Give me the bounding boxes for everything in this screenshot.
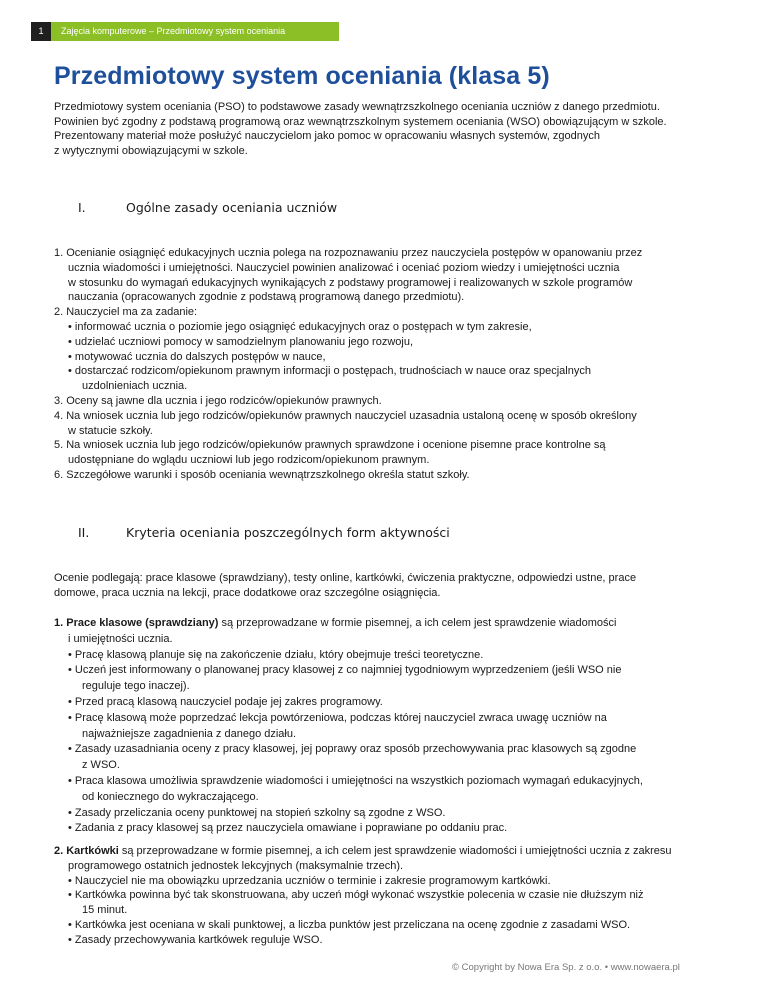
text-line: w statucie szkoły.	[68, 424, 153, 437]
section-2-intro	[54, 571, 744, 601]
section-1-title: Ogólne zasady oceniania uczniów	[126, 200, 338, 215]
text-line: programowego ostatnich jednostek lekcyjnych (maksymalnie trzech).	[68, 859, 404, 872]
text-line: reguluje tego inaczej).	[82, 680, 190, 693]
bullet-item: • Nauczyciel nie ma obowiązku uprzedzania uczniów o terminie i zakresie programowym kartkówki.	[68, 874, 551, 887]
text-line: 3. Oceny są jawne dla ucznia i jego rodziców/opiekunów prawnych.	[54, 394, 382, 407]
item-label: 2. Kartkówki	[54, 845, 119, 857]
bullet-item: • Zasady uzasadniania oceny z pracy klasowej, jej poprawy oraz sposób przechowywania prac klasowych są zgodne	[68, 743, 637, 756]
bullet-item: • Uczeń jest informowany o planowanej pracy klasowej z co najmniej tygodniowym wyprzedzeniem (jeśli WSO nie	[68, 664, 622, 677]
item-prace-klasowe	[54, 616, 744, 837]
copyright-footer: © Copyright by Nowa Era Sp. z o.o. • www.nowaera.pl	[452, 962, 680, 973]
text-line: 5. Na wniosek ucznia lub jego rodziców/opiekunów prawnych sprawdzone i ocenione pisemne prace kontrolne są	[54, 439, 606, 452]
bullet-item: • Zasady przechowywania kartkówek reguluje WSO.	[68, 933, 323, 946]
text-line: i umiejętności ucznia.	[68, 632, 173, 645]
text-line: Ocenie podlegają: prace klasowe (sprawdziany), testy online, kartkówki, ćwiczenia praktyczne, odpowiedzi ustne, prace	[54, 572, 637, 584]
section-1-number: I.	[78, 200, 86, 215]
section-2-heading	[78, 525, 450, 540]
intro-line: Powinien być zgodny z podstawą programową oraz wewnątrzszkolnym systemem oceniania (WSO) obowiązującym w szkole.	[54, 115, 667, 128]
bullet-item: • Pracę klasową planuje się na zakończenie działu, który obejmuje treści teoretyczne.	[68, 648, 484, 661]
text-line: uzdolnieniach ucznia.	[82, 380, 188, 393]
bullet-item: • Zadania z pracy klasowej są przez nauczyciela omawiane i poprawiane po oddaniu prac.	[68, 822, 508, 835]
text-line	[54, 844, 744, 859]
intro-paragraph	[54, 100, 734, 158]
bullet-item: • motywować ucznia do dalszych postępów w nauce,	[68, 350, 326, 363]
document-title: Przedmiotowy system oceniania (klasa 5)	[54, 62, 550, 90]
text-line: najważniejsze zagadnienia z danego działu.	[82, 727, 297, 740]
text-line: od koniecznego do wykraczającego.	[82, 790, 259, 803]
bullet-item: • Kartkówka powinna być tak skonstruowana, aby uczeń mógł wykonać wszystkie polecenia w czasie nie dłuższym niż	[68, 889, 644, 902]
text-line: z WSO.	[82, 759, 120, 772]
text-line: 2. Nauczyciel ma za zadanie:	[54, 306, 198, 319]
page-header	[31, 22, 339, 41]
section-1-body	[54, 246, 744, 483]
bullet-item: • Zasady przeliczania oceny punktowej na stopień szkolny są zgodne z WSO.	[68, 806, 446, 819]
page-number: 1	[31, 22, 51, 41]
text-line	[54, 616, 744, 632]
item-label: 1. Prace klasowe (sprawdziany)	[54, 617, 219, 629]
intro-line: z wytycznymi obowiązującymi w szkole.	[54, 144, 248, 157]
bullet-item: • informować ucznia o poziomie jego osiągnięć edukacyjnych oraz o postępach w tym zakresie,	[68, 320, 532, 333]
bullet-item: • Pracę klasową może poprzedzać lekcja powtórzeniowa, podczas której nauczyciel zwraca uwagę uczniów na	[68, 711, 607, 724]
bullet-item: • Praca klasowa umożliwia sprawdzenie wiadomości i umiejętności na wszystkich poziomach wymagań edukacyjnych,	[68, 774, 643, 787]
bullet-item: • dostarczać rodzicom/opiekunom prawnym informacji o postępach, trudnościach w nauce oraz specjalnych	[68, 365, 591, 378]
item-kartkowki	[54, 844, 744, 948]
text-line: domowe, praca ucznia na lekcji, prace dodatkowe oraz szczególne osiągnięcia.	[54, 586, 441, 599]
intro-line: Prezentowany materiał może posłużyć nauczycielom jako pomoc w opracowaniu własnych systemów, zgodnych	[54, 130, 600, 142]
text-line: 1. Ocenianie osiągnięć edukacyjnych ucznia polega na rozpoznawaniu przez nauczyciela postępów w opanowaniu przez	[54, 247, 643, 259]
item-text: są przeprowadzane w formie pisemnej, a ich celem jest sprawdzenie wiadomości	[218, 617, 617, 629]
bullet-item: • Kartkówka jest oceniana w skali punktowej, a liczba punktów jest przeliczana na ocenę zgodnie z zasadami WSO.	[68, 918, 631, 931]
text-line: w stosunku do wymagań edukacyjnych wynikających z podstawy programowej i realizowanych w szkole programów	[68, 276, 633, 289]
intro-line: Przedmiotowy system oceniania (PSO) to podstawowe zasady wewnątrzszkolnego oceniania uczniów z danego przedmiotu.	[54, 101, 660, 113]
text-line: ucznia wiadomości i umiejętności. Nauczyciel powinien analizować i oceniać poziom wiedzy i umiejętności ucznia	[68, 261, 620, 274]
text-line: udostępniane do wglądu uczniowi lub jego rodzicom/opiekunom prawnym.	[68, 454, 430, 467]
text-line: 15 minut.	[82, 904, 128, 917]
item-text: są przeprowadzane w formie pisemnej, a ich celem jest sprawdzenie wiadomości i umiejętności ucznia z zakresu	[118, 845, 672, 857]
header-title: Zajęcia komputerowe – Przedmiotowy system oceniania	[51, 22, 339, 41]
bullet-item: • udzielać uczniowi pomocy w samodzielnym planowaniu jego rozwoju,	[68, 335, 414, 348]
text-line: 6. Szczegółowe warunki i sposób oceniania wewnątrzszkolnego określa statut szkoły.	[54, 468, 470, 481]
bullet-item: • Przed pracą klasową nauczyciel podaje jej zakres programowy.	[68, 695, 383, 708]
text-line: nauczania (opracowanych zgodnie z podstawą programową danego przedmiotu).	[68, 291, 465, 304]
section-2-number: II.	[78, 525, 90, 540]
text-line: 4. Na wniosek ucznia lub jego rodziców/opiekunów prawnych nauczyciel uzasadnia ustaloną ocenę w sposób określony	[54, 409, 637, 422]
section-1-heading	[78, 200, 337, 215]
section-2-title: Kryteria oceniania poszczególnych form aktywności	[126, 525, 450, 540]
